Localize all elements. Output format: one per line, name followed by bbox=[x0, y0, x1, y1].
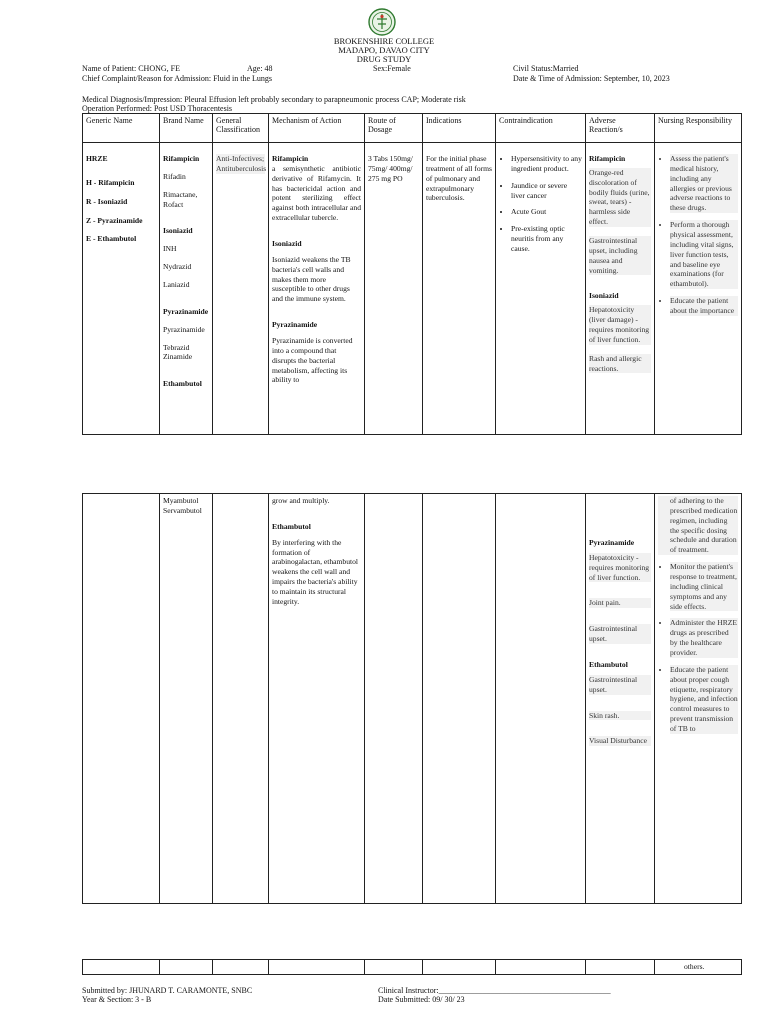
adverse-item: Skin rash. bbox=[589, 711, 651, 721]
empty-cell bbox=[365, 960, 423, 975]
col-route: Route of Dosage bbox=[365, 114, 423, 143]
mechanism-text: grow and multiply. bbox=[272, 496, 330, 505]
generic-item: H - Rifampicin bbox=[86, 177, 135, 187]
chief-complaint: Chief Complaint/Reason for Admission: Fluid in the Lungs bbox=[82, 74, 272, 83]
col-mechanism: Mechanism of Action bbox=[269, 114, 365, 143]
generic-item: R - Isoniazid bbox=[86, 196, 128, 206]
empty-cell bbox=[160, 960, 213, 975]
generic-item: Z - Pyrazinamide bbox=[86, 215, 143, 225]
adverse-item: Joint pain. bbox=[589, 598, 651, 608]
nursing-item: • Administer the HRZE drugs as prescribed by the healthcare provider. bbox=[670, 618, 738, 657]
adverse-heading: Rifampicin bbox=[589, 154, 626, 163]
route-cell-cont bbox=[365, 494, 423, 904]
year-section: Year & Section: 3 - B bbox=[82, 995, 152, 1004]
mechanism-heading: Ethambutol bbox=[272, 521, 311, 531]
brand-item: INH bbox=[163, 244, 177, 254]
nursing-item: • Educate the patient about the importance bbox=[670, 296, 738, 316]
medical-diagnosis: Medical Diagnosis/Impression: Pleural Effusion left probably secondary to parapneumonic process CAP; Moderate risk bbox=[82, 95, 466, 104]
empty-cell bbox=[423, 960, 496, 975]
mechanism-cell-cont bbox=[269, 494, 365, 904]
document-title: DRUG STUDY bbox=[356, 54, 412, 64]
generic-item: E - Ethambutol bbox=[86, 234, 137, 244]
mechanism-text: Pyrazinamide is converted into a compound that disrupts the bacterial metabolism, affecting its ability to bbox=[272, 336, 353, 385]
brand-item: Tebrazid Zinamide bbox=[163, 342, 193, 362]
brand-heading: Pyrazinamide bbox=[163, 306, 209, 316]
contraindication-list bbox=[499, 154, 582, 254]
brand-item: Rimactane, Rofact bbox=[163, 189, 198, 209]
contraindication-item: • Jaundice or severe liver cancer bbox=[511, 181, 582, 201]
clinical-instructor: Clinical Instructor:___________________________________________ bbox=[378, 986, 611, 995]
adverse-item: Gastrointestinal upset. bbox=[589, 675, 651, 695]
generic-cell bbox=[83, 143, 160, 435]
nursing-cell-cont bbox=[655, 494, 742, 904]
brand-item: Rifadin bbox=[163, 171, 186, 181]
adverse-item: Hepatotoxicity - requires monitoring of liver function. bbox=[589, 552, 650, 582]
brand-heading: Ethambutol bbox=[163, 379, 202, 389]
brand-heading: Rifampicin bbox=[163, 154, 200, 163]
adverse-cell bbox=[586, 143, 655, 435]
empty-cell bbox=[586, 960, 655, 975]
college-name: BROKENSHIRE COLLEGE bbox=[333, 36, 435, 46]
contraindication-cell-cont bbox=[496, 494, 586, 904]
col-generic-name: Generic Name bbox=[83, 114, 160, 143]
mechanism-heading: Rifampicin bbox=[272, 154, 309, 163]
col-nursing: Nursing Responsibility bbox=[655, 114, 742, 143]
nursing-continued-text: others. bbox=[684, 962, 705, 971]
route-text: 3 Tabs 150mg/ 75mg/ 400mg/ 275 mg PO bbox=[368, 154, 413, 183]
admission-date: Date & Time of Admission: September, 10, 2023 bbox=[513, 74, 670, 83]
generic-main: HRZE bbox=[86, 154, 108, 163]
col-adverse: Adverse Reaction/s bbox=[586, 114, 655, 143]
adverse-item: Visual Disturbance bbox=[589, 736, 651, 746]
contraindication-item: • Pre-existing optic neuritis from any cause. bbox=[511, 224, 582, 254]
brand-heading: Isoniazid bbox=[163, 226, 193, 236]
adverse-item: Rash and allergic reactions. bbox=[589, 354, 651, 374]
nursing-list bbox=[658, 562, 738, 734]
patient-civil-status: Civil Status:Married bbox=[513, 64, 579, 73]
patient-sex: Sex:Female bbox=[373, 64, 411, 73]
adverse-cell-cont bbox=[586, 494, 655, 904]
nursing-item: • Educate the patient about proper cough etiquette, respiratory hygiene, and infection control measures to prevent transmission of TB to bbox=[670, 665, 738, 734]
adverse-item: Orange-red discoloration of bodily fluids (urine, sweat, tears) - harmless side effect. bbox=[589, 167, 650, 227]
generic-cell-cont bbox=[83, 494, 160, 904]
empty-cell bbox=[496, 960, 586, 975]
adverse-item: Gastrointestinal upset. bbox=[589, 624, 651, 644]
empty-cell bbox=[213, 960, 269, 975]
col-brand-name: Brand Name bbox=[160, 114, 213, 143]
adverse-heading: Ethambutol bbox=[589, 660, 628, 670]
mechanism-cell bbox=[269, 143, 365, 435]
mechanism-text: By interfering with the formation of arabinogalactan, ethambutol weakens the cell wall and impairs the bacteria's ability to maintain its structural integrity. bbox=[272, 537, 359, 606]
date-submitted: Date Submitted: 09/ 30/ 23 bbox=[378, 995, 465, 1004]
patient-age: Age: 48 bbox=[247, 64, 273, 73]
nursing-item: • Perform a thorough physical assessment, including vital signs, liver function tests, and baseline eye examinations (for ethambutol). bbox=[670, 220, 738, 289]
contraindication-item: • Acute Gout bbox=[511, 207, 582, 217]
nursing-continued-text: of adhering to the prescribed medication regimen, including the specific dosing schedule and duration of treatment. bbox=[658, 496, 738, 555]
nursing-cell-final bbox=[655, 960, 742, 975]
brand-cell-cont bbox=[160, 494, 213, 904]
adverse-item: Hepatotoxicity (liver damage) - requires monitoring of liver function. bbox=[589, 305, 650, 344]
brand-item: Servambutol bbox=[163, 505, 202, 515]
nursing-cell bbox=[655, 143, 742, 435]
empty-cell bbox=[83, 960, 160, 975]
college-address: MADAPO, DAVAO CITY bbox=[338, 45, 430, 55]
drug-study-table-page3 bbox=[82, 959, 742, 975]
classification-text: Anti-Infectives; Antituberculosis bbox=[216, 154, 267, 173]
empty-cell bbox=[269, 960, 365, 975]
brand-item: Pyrazinamide bbox=[163, 324, 205, 334]
brand-item: Nydrazid bbox=[163, 262, 192, 272]
route-cell bbox=[365, 143, 423, 435]
mechanism-text: a semisynthetic antibiotic derivative of Rifamycin. It has bactericidal action and potent sterilizing effect against both intracellular and extracellular tubercle. bbox=[272, 163, 361, 223]
contraindication-item: • Hypersensitivity to any ingredient product. bbox=[511, 154, 582, 174]
col-contraindication: Contraindication bbox=[496, 114, 586, 143]
col-classification: General Classification bbox=[213, 114, 269, 143]
submitted-by: Submitted by: JHUNARD T. CARAMONTE, SNBC bbox=[82, 986, 253, 995]
nursing-list bbox=[658, 154, 738, 316]
mechanism-heading: Pyrazinamide bbox=[272, 320, 318, 330]
brand-cell bbox=[160, 143, 213, 435]
college-seal-logo bbox=[368, 8, 396, 36]
drug-study-table-page2 bbox=[82, 493, 742, 904]
contraindication-cell bbox=[496, 143, 586, 435]
indications-cell-cont bbox=[423, 494, 496, 904]
adverse-heading: Isoniazid bbox=[589, 291, 619, 301]
nursing-item: • Monitor the patient's response to treatment, including clinical symptoms and any side effects. bbox=[670, 562, 738, 611]
adverse-heading: Pyrazinamide bbox=[589, 538, 635, 547]
classification-cell bbox=[213, 143, 269, 435]
mechanism-text: Isoniazid weakens the TB bacteria's cell walls and makes them more susceptible to other drugs and the immune system. bbox=[272, 254, 351, 304]
patient-name: Name of Patient: CHONG, FE bbox=[82, 64, 180, 73]
col-indications: Indications bbox=[423, 114, 496, 143]
drug-study-table-page1 bbox=[82, 113, 742, 435]
indications-cell bbox=[423, 143, 496, 435]
brand-item: Laniazid bbox=[163, 280, 190, 290]
operation-performed: Operation Performed: Post USD Thoracentesis bbox=[82, 104, 233, 113]
adverse-item: Gastrointestinal upset, including nausea and vomiting. bbox=[589, 236, 651, 275]
classification-cell-cont bbox=[213, 494, 269, 904]
indications-text: For the initial phase treatment of all forms of pulmonary and extrapulmonary tuberculosis. bbox=[426, 154, 493, 203]
brand-item: Myambutol bbox=[163, 496, 199, 505]
mechanism-heading: Isoniazid bbox=[272, 239, 302, 249]
nursing-item: • Assess the patient's medical history, including any allergies or previous adverse reactions to these drugs. bbox=[670, 154, 738, 213]
